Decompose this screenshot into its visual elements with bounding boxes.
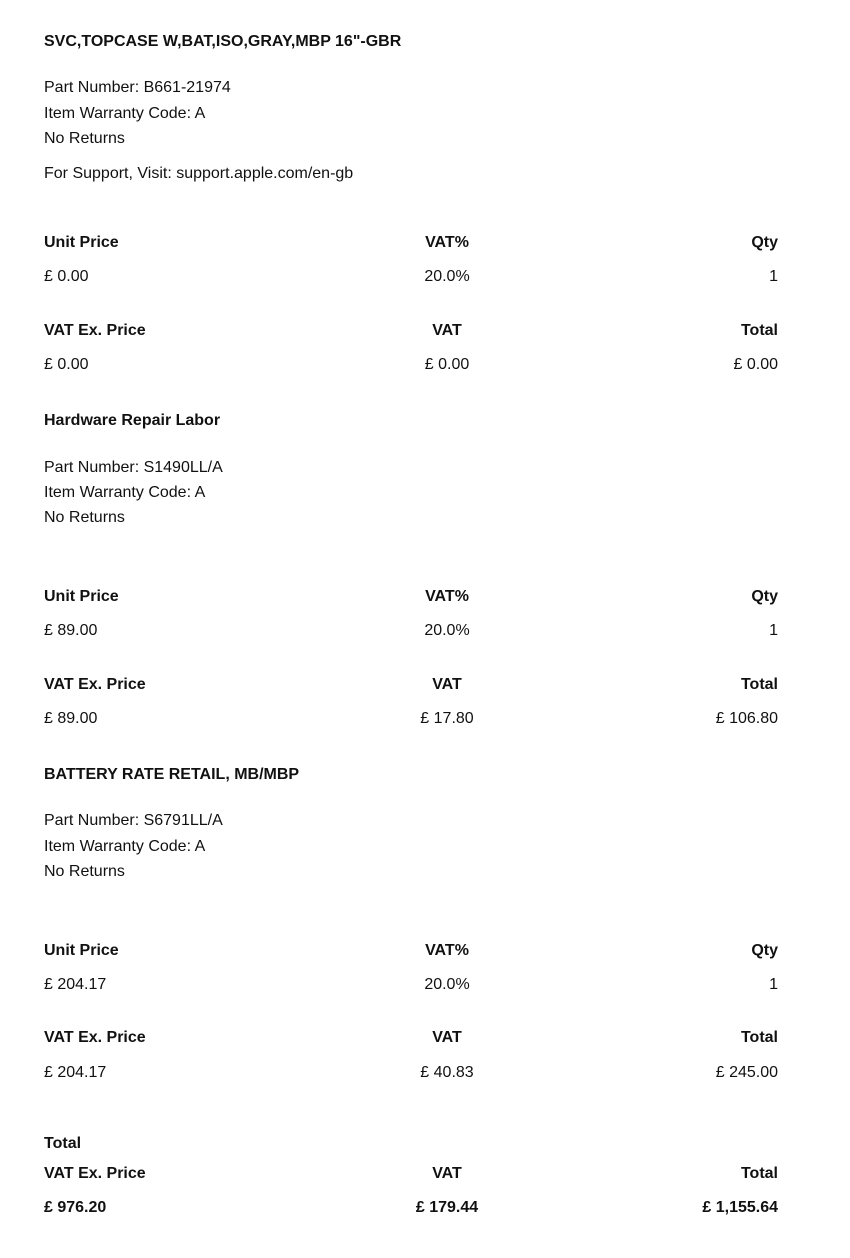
summary-total-header: Total (740, 1165, 778, 1182)
item-2-vat-ex-price: £ 89.00 (44, 710, 98, 727)
item-3-vat-percent-header: VAT% (425, 942, 469, 959)
summary-total: £ 1,155.64 (702, 1199, 778, 1216)
item-2-vat-percent-header: VAT% (425, 588, 469, 605)
item-3-vat: £ 40.83 (420, 1064, 474, 1081)
item-2-vat: £ 17.80 (420, 710, 474, 727)
item-2-part-number: Part Number: S1490LL/A (44, 459, 223, 476)
item-2-total-header: Total (740, 676, 778, 693)
item-3-part-number: Part Number: S6791LL/A (44, 812, 223, 829)
item-3-vat-header: VAT (432, 1029, 462, 1046)
item-1-vat-header: VAT (432, 322, 462, 339)
item-3-name: BATTERY RATE RETAIL, MB/MBP (44, 766, 300, 783)
item-3-warranty: Item Warranty Code: A (44, 838, 206, 855)
item-3-vat-percent: 20.0% (424, 976, 470, 993)
item-1-vat-ex-price: £ 0.00 (44, 356, 89, 373)
item-2-returns: No Returns (44, 509, 125, 526)
summary-vat-ex-price: £ 976.20 (44, 1199, 107, 1216)
item-1-vat-percent-header: VAT% (425, 234, 469, 251)
summary-vat-header: VAT (432, 1165, 462, 1182)
item-1-vat-percent: 20.0% (424, 268, 470, 285)
item-1-vat-ex-price-header: VAT Ex. Price (44, 322, 146, 339)
summary-vat-ex-price-header: VAT Ex. Price (44, 1165, 146, 1182)
item-2-vat-ex-price-header: VAT Ex. Price (44, 676, 146, 693)
item-2-qty: 1 (769, 622, 778, 639)
item-1-total: £ 0.00 (733, 356, 778, 373)
item-2-unit-price-header: Unit Price (44, 588, 119, 605)
item-3-total: £ 245.00 (715, 1064, 778, 1081)
item-1-part-number: Part Number: B661-21974 (44, 79, 231, 96)
item-1-qty: 1 (769, 268, 778, 285)
item-1-name: SVC,TOPCASE W,BAT,ISO,GRAY,MBP 16"-GBR (44, 33, 402, 50)
item-3-unit-price: £ 204.17 (44, 976, 107, 993)
item-1-support: For Support, Visit: support.apple.com/en-gb (44, 165, 354, 182)
item-3-qty-header: Qty (751, 942, 778, 959)
item-3-total-header: Total (740, 1029, 778, 1046)
summary-title: Total (44, 1135, 82, 1152)
item-2-qty-header: Qty (751, 588, 778, 605)
item-1-total-header: Total (740, 322, 778, 339)
item-1-qty-header: Qty (751, 234, 778, 251)
item-2-vat-percent: 20.0% (424, 622, 470, 639)
item-2-name: Hardware Repair Labor (44, 412, 221, 429)
item-3-unit-price-header: Unit Price (44, 942, 119, 959)
item-2-total: £ 106.80 (715, 710, 778, 727)
summary-vat: £ 179.44 (415, 1199, 479, 1216)
item-3-vat-ex-price-header: VAT Ex. Price (44, 1029, 146, 1046)
item-3-vat-ex-price: £ 204.17 (44, 1064, 107, 1081)
item-2-warranty: Item Warranty Code: A (44, 484, 206, 501)
item-1-returns: No Returns (44, 130, 125, 147)
item-2-unit-price: £ 89.00 (44, 622, 98, 639)
item-3-returns: No Returns (44, 863, 125, 880)
item-2-vat-header: VAT (432, 676, 462, 693)
item-1-vat: £ 0.00 (424, 356, 470, 373)
item-1-unit-price: £ 0.00 (44, 268, 89, 285)
item-1-unit-price-header: Unit Price (44, 234, 119, 251)
item-1-warranty: Item Warranty Code: A (44, 105, 206, 122)
item-3-qty: 1 (769, 976, 778, 993)
